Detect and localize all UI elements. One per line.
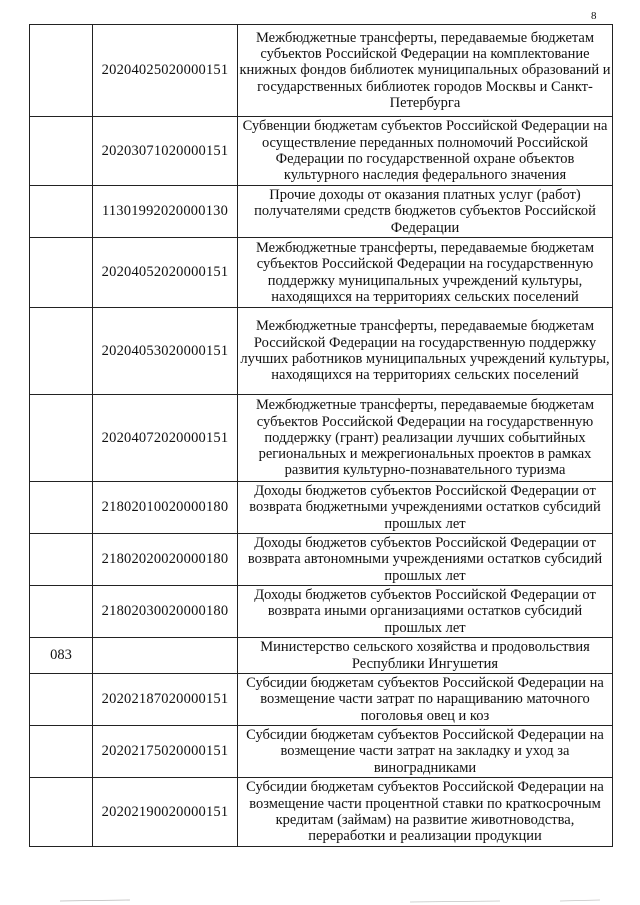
description-cell: Межбюджетные трансферты, передаваемые бюджетам субъектов Российской Федерации на государственную поддержку (грант) реализации лучших событийных региональных и межрегиональных проектов в рамках развития культурно-познавательного туризма <box>238 395 613 482</box>
revenue-code-cell: 20204025020000151 <box>93 25 238 117</box>
table-row <box>30 25 613 117</box>
description-cell: Доходы бюджетов субъектов Российской Федерации от возврата бюджетными учреждениями остатков субсидий прошлых лет <box>238 482 613 534</box>
description-cell: Министерство сельского хозяйства и продовольствия Республики Ингушетия <box>238 638 613 674</box>
description-cell: Субсидии бюджетам субъектов Российской Федерации на возмещение части процентной ставки по краткосрочным кредитам (займам) на развитие животноводства, переработки и реализации продукции <box>238 778 613 847</box>
table-row <box>30 117 613 186</box>
table-row <box>30 778 613 847</box>
revenue-codes-table <box>29 24 613 847</box>
description-cell: Прочие доходы от оказания платных услуг (работ) получателями средств бюджетов субъектов Российской Федерации <box>238 186 613 238</box>
revenue-code-cell: 20202187020000151 <box>93 674 238 726</box>
table-row <box>30 534 613 586</box>
page-number: 8 <box>591 10 597 22</box>
admin-code-cell <box>30 534 93 586</box>
revenue-code-cell: 21802020020000180 <box>93 534 238 586</box>
table-row <box>30 638 613 674</box>
admin-code-cell <box>30 25 93 117</box>
table-row <box>30 674 613 726</box>
table-row <box>30 726 613 778</box>
admin-code-cell <box>30 186 93 238</box>
table-row <box>30 482 613 534</box>
table-row <box>30 308 613 395</box>
table-row <box>30 395 613 482</box>
table-row <box>30 586 613 638</box>
revenue-code-cell: 20202190020000151 <box>93 778 238 847</box>
admin-code-cell: 083 <box>30 638 93 674</box>
admin-code-cell <box>30 726 93 778</box>
admin-code-cell <box>30 117 93 186</box>
admin-code-cell <box>30 586 93 638</box>
admin-code-cell <box>30 308 93 395</box>
revenue-code-cell: 20202175020000151 <box>93 726 238 778</box>
admin-code-cell <box>30 778 93 847</box>
revenue-code-cell: 21802010020000180 <box>93 482 238 534</box>
description-cell: Межбюджетные трансферты, передаваемые бюджетам Российской Федерации на государственную поддержку лучших работников муниципальных учреждений культуры, находящихся на территориях сельских поселений <box>238 308 613 395</box>
revenue-code-cell: 20204072020000151 <box>93 395 238 482</box>
revenue-code-cell <box>93 638 238 674</box>
revenue-code-cell: 11301992020000130 <box>93 186 238 238</box>
revenue-code-cell: 20204053020000151 <box>93 308 238 395</box>
description-cell: Субсидии бюджетам субъектов Российской Федерации на возмещение части затрат на закладку и уход за виноградниками <box>238 726 613 778</box>
description-cell: Доходы бюджетов субъектов Российской Федерации от возврата автономными учреждениями остатков субсидий прошлых лет <box>238 534 613 586</box>
description-cell: Доходы бюджетов субъектов Российской Федерации от возврата иными организациями остатков субсидий прошлых лет <box>238 586 613 638</box>
revenue-code-cell: 20204052020000151 <box>93 238 238 308</box>
admin-code-cell <box>30 482 93 534</box>
description-cell: Межбюджетные трансферты, передаваемые бюджетам субъектов Российской Федерации на государственную поддержку муниципальных учреждений культуры, находящихся на территориях сельских поселений <box>238 238 613 308</box>
admin-code-cell <box>30 395 93 482</box>
revenue-code-cell: 20203071020000151 <box>93 117 238 186</box>
table-row <box>30 186 613 238</box>
revenue-code-cell: 21802030020000180 <box>93 586 238 638</box>
admin-code-cell <box>30 674 93 726</box>
scan-artifact <box>0 897 640 905</box>
admin-code-cell <box>30 238 93 308</box>
description-cell: Субвенции бюджетам субъектов Российской Федерации на осуществление переданных полномочий Российской Федерации по государственной охране объектов культурного наследия федерального значения <box>238 117 613 186</box>
description-cell: Субсидии бюджетам субъектов Российской Федерации на возмещение части затрат по наращиванию маточного поголовья овец и коз <box>238 674 613 726</box>
description-cell: Межбюджетные трансферты, передаваемые бюджетам субъектов Российской Федерации на комплектование книжных фондов библиотек муниципальных образований и государственных библиотек городов Москвы и Санкт-Петербурга <box>238 25 613 117</box>
table-row <box>30 238 613 308</box>
